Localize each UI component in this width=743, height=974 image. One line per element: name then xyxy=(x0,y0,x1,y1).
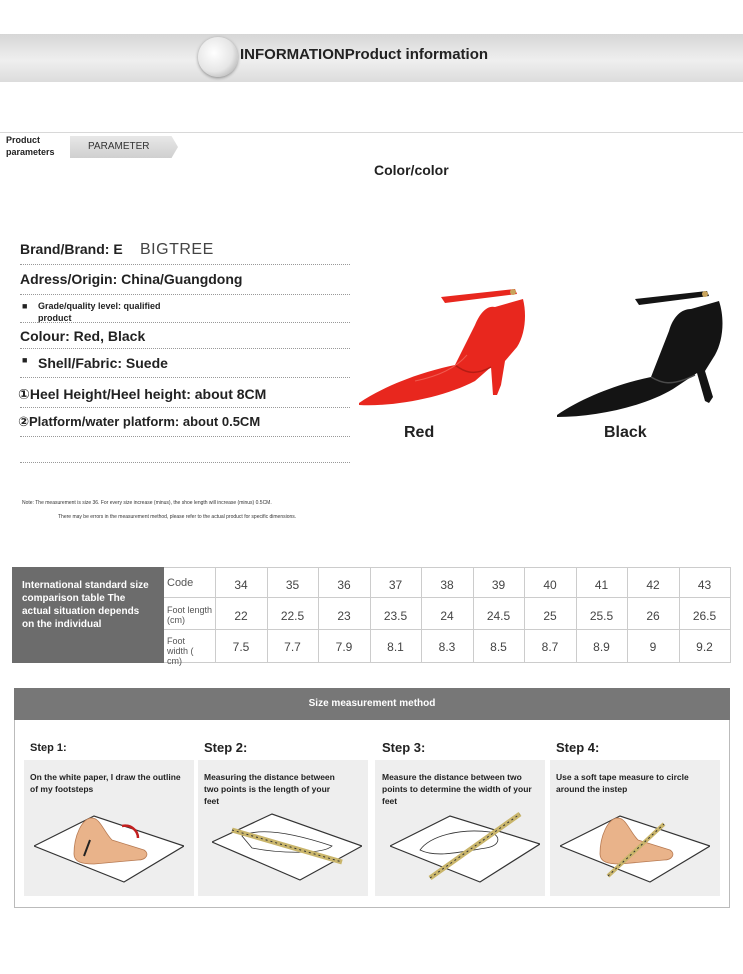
divider xyxy=(20,407,350,408)
divider xyxy=(20,377,350,378)
step-1-text: On the white paper, I draw the outline of my footsteps xyxy=(30,772,181,794)
color-title: Color/color xyxy=(374,162,449,178)
length-cell: 24 xyxy=(440,609,454,623)
code-cell: 37 xyxy=(388,578,403,592)
divider xyxy=(20,348,350,349)
length-cell: 25.5 xyxy=(589,609,614,623)
width-cell: 7.5 xyxy=(232,640,250,654)
width-cell: 7.7 xyxy=(284,640,301,654)
row-label-code: Code xyxy=(167,577,194,589)
note-line-2: There may be errors in the measurement method, please refer to the actual product for specific dimensions. xyxy=(58,514,297,520)
code-cell: 41 xyxy=(594,578,609,592)
code-cell: 39 xyxy=(491,578,506,592)
table-column-divider xyxy=(730,567,731,663)
code-cell: 43 xyxy=(697,578,712,592)
grade-spec: Grade/quality level: qualified product xyxy=(38,301,161,323)
step-3-text: Measure the distance between two points to determine the width of your feet xyxy=(382,772,532,806)
width-cell: 8.3 xyxy=(438,640,456,654)
bullet-icon: ■ xyxy=(22,301,28,311)
colour-spec: Colour: Red, Black xyxy=(20,328,146,344)
size-table-header: International standard size comparison table The actual situation depends on the individual xyxy=(12,567,164,663)
step-2-title: Step 2: xyxy=(204,740,248,755)
table-divider xyxy=(164,597,731,598)
black-label: Black xyxy=(604,424,647,441)
width-cell: 8.1 xyxy=(387,640,404,654)
fabric-spec: Shell/Fabric: Suede xyxy=(38,355,168,371)
width-cell: 8.7 xyxy=(541,640,559,654)
code-cell: 35 xyxy=(285,578,300,592)
foot-width-illustration xyxy=(390,806,540,886)
step-2-text: Measuring the distance between two points is the length of your feet xyxy=(204,772,335,806)
length-cell: 25 xyxy=(543,609,557,623)
step-4-text: Use a soft tape measure to circle around the instep xyxy=(556,772,689,794)
width-cell: 8.9 xyxy=(593,640,610,654)
length-cell: 22 xyxy=(234,609,248,623)
foot-outline-illustration xyxy=(34,806,184,886)
divider xyxy=(20,322,350,323)
red-label: Red xyxy=(404,424,435,441)
bullet-icon: ■ xyxy=(22,355,28,365)
brand-name: BIGTREE xyxy=(140,241,214,258)
platform-spec: ②Platform/water platform: about 0.5CM xyxy=(18,414,261,429)
banner-circle-icon xyxy=(198,37,238,77)
foot-length-illustration xyxy=(212,806,362,886)
width-cell: 9.2 xyxy=(696,640,713,654)
origin-spec: Adress/Origin: China/Guangdong xyxy=(20,271,243,287)
step-3-title: Step 3: xyxy=(382,740,426,755)
length-cell: 23.5 xyxy=(383,609,408,623)
divider xyxy=(20,436,350,437)
length-cell: 22.5 xyxy=(280,609,305,623)
code-cell: 34 xyxy=(234,578,248,592)
divider xyxy=(0,132,743,133)
code-cell: 36 xyxy=(337,578,351,592)
width-cell: 9 xyxy=(649,640,657,654)
divider xyxy=(20,294,350,295)
params-tab-label: PARAMETER xyxy=(88,141,150,152)
instep-measure-illustration xyxy=(560,806,710,886)
params-label: Product parameters xyxy=(6,135,55,157)
brand-label: Brand/Brand: E xyxy=(20,241,123,257)
step-4-title: Step 4: xyxy=(556,740,600,755)
red-shoe-image xyxy=(355,285,535,415)
divider xyxy=(20,264,350,265)
length-cell: 23 xyxy=(337,609,351,623)
table-divider xyxy=(164,629,731,630)
row-label-length: Foot length (cm) xyxy=(167,605,213,625)
black-shoe-image xyxy=(555,285,735,420)
row-label-width: Foot width ( cm) xyxy=(167,636,194,666)
code-cell: 40 xyxy=(543,578,557,592)
code-cell: 38 xyxy=(440,578,454,592)
step-1-title: Step 1: xyxy=(30,742,67,754)
width-cell: 7.9 xyxy=(335,640,353,654)
measure-title: Size measurement method xyxy=(14,688,730,720)
heel-spec: ①Heel Height/Heel height: about 8CM xyxy=(18,386,267,402)
note-line-1: Note: The measurement is size 36. For every size increase (minus), the shoe length will increase (minus) 0.5CM. xyxy=(22,500,272,506)
length-cell: 26 xyxy=(646,609,660,623)
page-title: INFORMATIONProduct information xyxy=(240,46,489,63)
length-cell: 24.5 xyxy=(486,609,511,623)
length-cell: 26.5 xyxy=(692,609,717,623)
divider xyxy=(20,462,350,463)
width-cell: 8.5 xyxy=(490,640,507,654)
code-cell: 42 xyxy=(646,578,660,592)
